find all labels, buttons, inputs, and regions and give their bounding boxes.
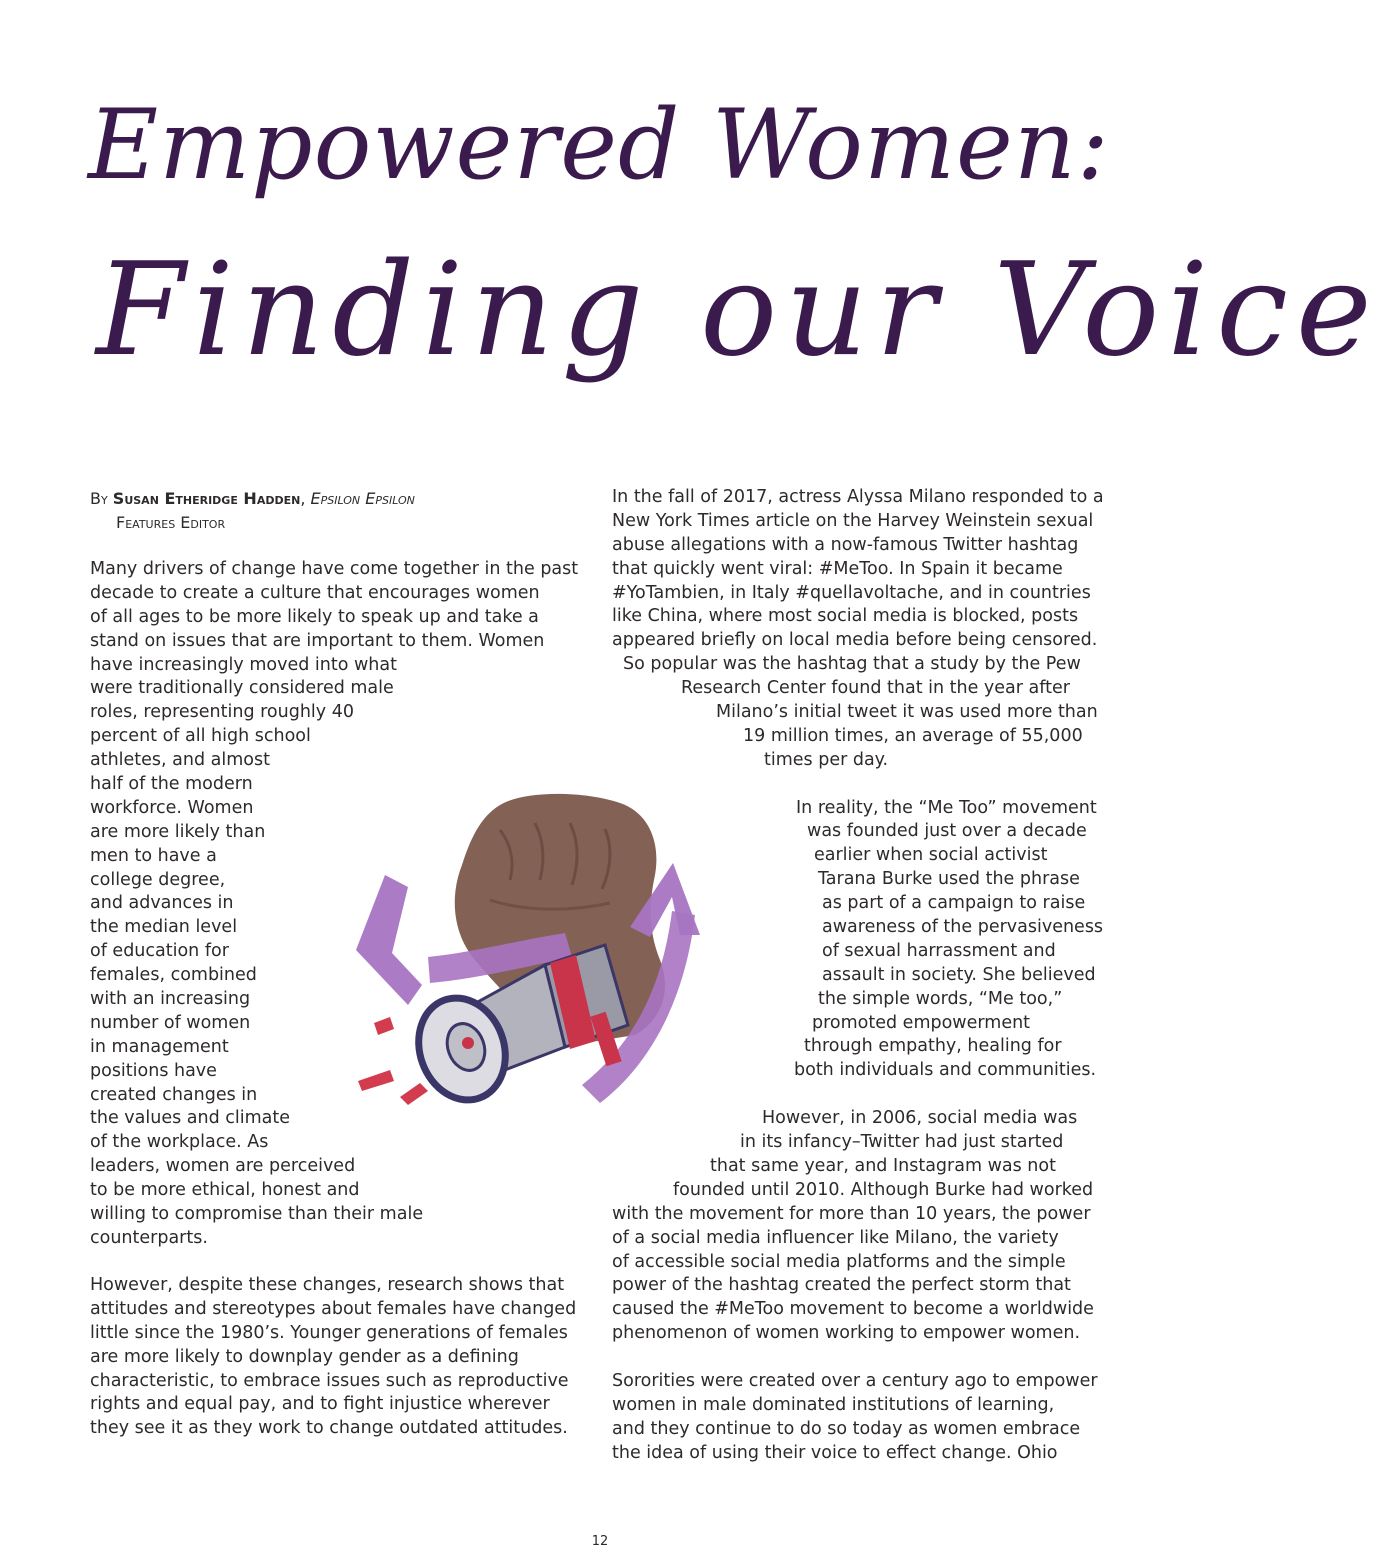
text-line: attitudes and stereotypes about females have changed bbox=[90, 1298, 577, 1319]
byline bbox=[90, 487, 415, 535]
text-line: Tarana Burke used the phrase bbox=[818, 869, 1080, 890]
title-line-1: Empowered Women: bbox=[88, 89, 1110, 201]
text-line: number of women bbox=[90, 1012, 251, 1033]
text-line: men to have a bbox=[90, 845, 217, 866]
text-line: the values and climate bbox=[90, 1108, 290, 1129]
text-line: stand on issues that are important to them. Women bbox=[90, 630, 545, 651]
text-line: of sexual harrassment and bbox=[822, 940, 1056, 961]
text-line: founded until 2010. Although Burke had worked bbox=[673, 1179, 1094, 1200]
page-number: 12 bbox=[591, 1534, 609, 1549]
text-line: half of the modern bbox=[90, 774, 253, 795]
right-column-paragraph-final bbox=[612, 1370, 1098, 1466]
text-line: in its infancy–Twitter had just started bbox=[740, 1132, 1064, 1153]
text-line: of the workplace. As bbox=[90, 1132, 269, 1153]
text-line: and they continue to do so today as women embrace bbox=[612, 1418, 1081, 1439]
text-line: with an increasing bbox=[90, 989, 251, 1010]
text-line: little since the 1980’s. Younger generations of females bbox=[90, 1322, 568, 1343]
text-line: However, despite these changes, research shows that bbox=[90, 1275, 565, 1295]
text-line: they see it as they work to change outdated attitudes. bbox=[90, 1418, 568, 1439]
text-line: like China, where most social media is blocked, posts bbox=[612, 606, 1079, 627]
text-line: created changes in bbox=[90, 1084, 258, 1105]
byline-separator: , bbox=[300, 489, 306, 508]
byline-role: Features Editor bbox=[116, 513, 226, 532]
text-line: the idea of using their voice to effect change. Ohio bbox=[612, 1442, 1058, 1463]
text-line: abuse allegations with a now-famous Twitter hashtag bbox=[612, 534, 1079, 555]
text-line: percent of all high school bbox=[90, 726, 311, 747]
text-line: decade to create a culture that encourages women bbox=[90, 582, 540, 603]
text-line: was founded just over a decade bbox=[807, 821, 1087, 842]
text-line: leaders, women are perceived bbox=[90, 1156, 356, 1177]
text-line: are more likely to downplay gender as a defining bbox=[90, 1346, 519, 1367]
text-line: phenomenon of women working to empower women. bbox=[612, 1323, 1081, 1344]
text-line: rights and equal pay, and to fight injustice wherever bbox=[90, 1394, 550, 1415]
text-line: are more likely than bbox=[90, 821, 266, 842]
text-line: both individuals and communities. bbox=[794, 1060, 1097, 1081]
text-line: through empathy, healing for bbox=[804, 1036, 1062, 1057]
byline-chapter: Epsilon Epsilon bbox=[310, 489, 415, 508]
text-line: that same year, and Instagram was not bbox=[710, 1155, 1056, 1176]
byline-by: By bbox=[90, 489, 108, 508]
text-line: In reality, the “Me Too” movement bbox=[796, 797, 1097, 818]
text-line: of education for bbox=[90, 941, 229, 962]
text-line: have increasingly moved into what bbox=[90, 654, 397, 675]
text-line: with the movement for more than 10 years, the power bbox=[612, 1203, 1091, 1224]
text-line: the median level bbox=[90, 917, 238, 938]
text-line: assault in society. She believed bbox=[822, 964, 1096, 985]
text-line: Many drivers of change have come together in the past bbox=[90, 559, 579, 579]
text-line: New York Times article on the Harvey Weinstein sexual bbox=[612, 510, 1094, 531]
empowerment-illustration bbox=[350, 785, 700, 1125]
text-line: Research Center found that in the year after bbox=[681, 678, 1070, 699]
text-line: and advances in bbox=[90, 893, 234, 914]
text-line: counterparts. bbox=[90, 1227, 208, 1248]
left-column-paragraph-2 bbox=[90, 1274, 576, 1441]
text-line: caused the #MeToo movement to become a worldwide bbox=[612, 1299, 1094, 1320]
text-line: times per day. bbox=[764, 749, 889, 770]
text-line: In the fall of 2017, actress Alyssa Milano responded to a bbox=[612, 487, 1104, 507]
text-line: were traditionally considered male bbox=[90, 678, 394, 699]
text-line: promoted empowerment bbox=[812, 1012, 1031, 1033]
text-line: However, in 2006, social media was bbox=[762, 1108, 1078, 1129]
text-line: women in male dominated institutions of learning, bbox=[612, 1394, 1055, 1415]
text-line: the simple words, “Me too,” bbox=[818, 988, 1063, 1009]
text-line: power of the hashtag created the perfect storm that bbox=[612, 1275, 1071, 1296]
text-line: of accessible social media platforms and the simple bbox=[612, 1251, 1066, 1272]
text-line: #YoTambien, in Italy #quellavoltache, and in countries bbox=[612, 582, 1091, 603]
text-line: females, combined bbox=[90, 965, 257, 986]
text-line: college degree, bbox=[90, 869, 226, 890]
byline-author: Susan Etheridge Hadden bbox=[112, 489, 301, 508]
text-line: as part of a campaign to raise bbox=[822, 893, 1086, 914]
text-line: to be more ethical, honest and bbox=[90, 1180, 360, 1201]
text-line: awareness of the pervasiveness bbox=[822, 917, 1104, 938]
text-line: positions have bbox=[90, 1060, 217, 1081]
text-line: characteristic, to embrace issues such as reproductive bbox=[90, 1370, 569, 1391]
text-line: appeared briefly on local media before being censored. bbox=[612, 630, 1098, 651]
text-line: earlier when social activist bbox=[814, 845, 1048, 866]
text-line: Milano’s initial tweet it was used more than bbox=[716, 702, 1098, 723]
text-line: that quickly went viral: #MeToo. In Spain it became bbox=[612, 558, 1063, 579]
text-line: 19 million times, an average of 55,000 bbox=[743, 725, 1083, 746]
text-line: athletes, and almost bbox=[90, 750, 270, 771]
text-line: in management bbox=[90, 1036, 229, 1057]
text-line: workforce. Women bbox=[90, 797, 254, 818]
text-line: of a social media influencer like Milano, the variety bbox=[612, 1227, 1059, 1248]
title-line-2: Finding our Voice bbox=[96, 236, 1380, 385]
text-line: So popular was the hashtag that a study by the Pew bbox=[623, 654, 1081, 675]
text-line: willing to compromise than their male bbox=[90, 1204, 424, 1225]
text-line: Sororities were created over a century ago to empower bbox=[612, 1371, 1098, 1391]
text-line: roles, representing roughly 40 bbox=[90, 702, 354, 723]
text-line: of all ages to be more likely to speak up and take a bbox=[90, 606, 539, 627]
